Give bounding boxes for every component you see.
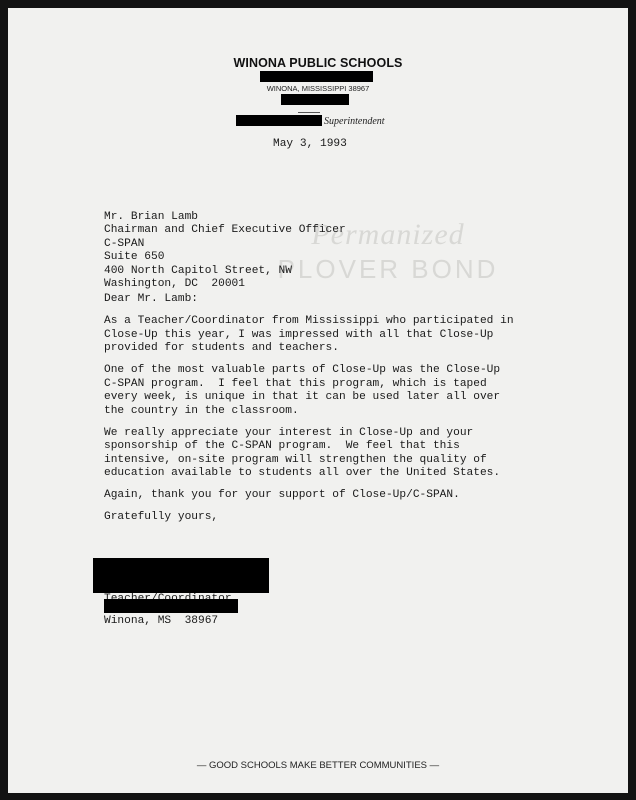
signer-location: Winona, MS 38967 xyxy=(104,615,219,627)
redaction-bar xyxy=(281,94,349,105)
body-line: the country in the classroom. xyxy=(104,405,299,417)
watermark-script: Permanized xyxy=(311,218,465,251)
letter-date: May 3, 1993 xyxy=(273,138,347,150)
body-line: every week, is unique in that it can be used later all over xyxy=(104,391,501,403)
salutation: Dear Mr. Lamb: xyxy=(104,293,198,305)
body-line: Close-Up this year, I was impressed with all that Close-Up xyxy=(104,329,494,341)
redaction-bar xyxy=(260,71,373,82)
recipient-line: C-SPAN xyxy=(104,238,145,250)
redaction-bar xyxy=(104,599,238,613)
superintendent-rule xyxy=(298,112,320,113)
letterhead-organization: WINONA PUBLIC SCHOOLS xyxy=(233,56,403,70)
recipient-line: Washington, DC 20001 xyxy=(104,278,245,290)
recipient-line: Suite 650 xyxy=(104,251,165,263)
body-line: education available to students all over the United States. xyxy=(104,467,501,479)
body-line: We really appreciate your interest in Close-Up and your xyxy=(104,427,474,439)
superintendent-title: Superintendent xyxy=(324,116,385,127)
redaction-bar xyxy=(236,115,322,126)
signature-redaction xyxy=(93,558,269,593)
body-paragraph-4: Again, thank you for your support of Close-Up/C-SPAN. xyxy=(104,489,460,501)
body-line: One of the most valuable parts of Close-Up was the Close-Up xyxy=(104,364,501,376)
body-line: As a Teacher/Coordinator from Mississippi who participated in xyxy=(104,315,514,327)
letterhead-city: WINONA, MISSISSIPPI 38967 xyxy=(266,84,370,93)
body-line: C-SPAN program. I feel that this program, which is taped xyxy=(104,378,487,390)
closing: Gratefully yours, xyxy=(104,511,219,523)
body-line: intensive, on-site program will strengthen the quality of xyxy=(104,454,487,466)
body-line: sponsorship of the C-SPAN program. We feel that this xyxy=(104,440,460,452)
recipient-line: Mr. Brian Lamb xyxy=(104,211,198,223)
recipient-line: Chairman and Chief Executive Officer xyxy=(104,224,346,236)
letter-page xyxy=(8,8,628,793)
body-line: provided for students and teachers. xyxy=(104,342,339,354)
recipient-line: 400 North Capitol Street, NW xyxy=(104,265,292,277)
footer-slogan: — GOOD SCHOOLS MAKE BETTER COMMUNITIES — xyxy=(196,760,440,771)
watermark-brand: PLOVER BOND xyxy=(277,254,499,284)
